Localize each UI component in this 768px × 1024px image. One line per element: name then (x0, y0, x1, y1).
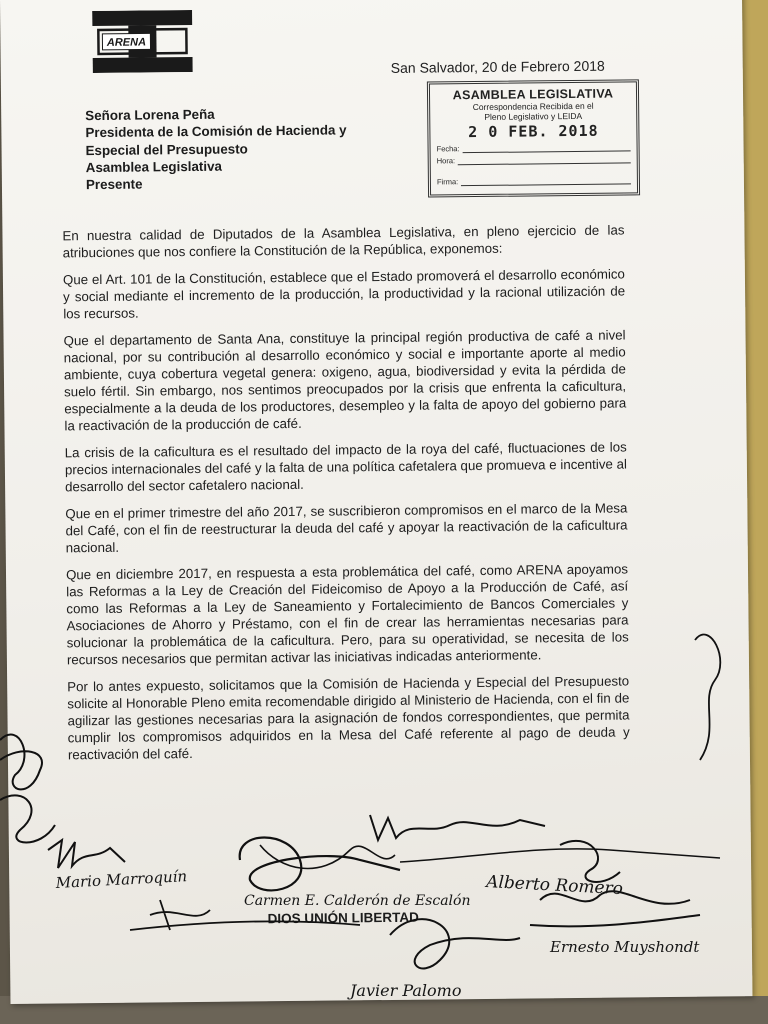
stamp-firma-row (437, 175, 631, 186)
stamp-hora-label: Hora: (436, 156, 456, 166)
paragraph: La crisis de la caficultura es el resultado del impacto de la roya del café, fluctuaciones de los precios internacionales del café y la falta de una política cafetalera que promueva e incentive al desarrollo del sector cafetalero nacional. (64, 439, 627, 495)
stamp-title: ASAMBLEA LEGISLATIVA (452, 86, 614, 103)
date-line: San Salvador, 20 de Febrero 2018 (390, 57, 605, 76)
stamp-subtitle-2: Pleno Legislativo y LEIDA (484, 110, 583, 122)
stamp-firma-label: Firma: (436, 177, 459, 187)
addressee-block (85, 104, 347, 193)
addressee-line: Presente (85, 176, 143, 193)
stamp-subtitle-1: Correspondencia Recibida en el (472, 100, 594, 113)
addressee-line: Señora Lorena Peña (85, 106, 215, 124)
signature-name: Javier Palomo (350, 981, 462, 1000)
addressee-line: Presidenta de la Comisión de Hacienda y (85, 122, 347, 141)
signature-name: Alberto Romero (485, 872, 624, 900)
stamp-date: 2 0 FEB. 2018 (468, 121, 599, 142)
paragraph: Que en diciembre 2017, en respuesta a esta problemática del café, como ARENA apoyamos las Reformas a la Ley de Creación del Fideicomiso de Apoyo a la Producción de Café, así como las Reformas a la Ley de Saneamiento y Fortalecimiento de Bancos Comerciales y Asociaciones de Ahorro y Préstamo, con el fin de crear las herramientas necesarias para solucionar la problemática de la caficultura. Pero, para su operatividad, se necesita de los recursos necesarios que permitan activar las iniciativas indicadas anteriormente. (65, 561, 629, 668)
paragraph: Por lo antes expuesto, solicitamos que la Comisión de Hacienda y Especial del Presupuesto solicite al Honorable Pleno emita recomendable dirigido al Ministerio de Hacienda, con el fin de agilizar las gestiones necesarias para la asignación de fondos correspondientes, que permita cumplir los compromisos adquiridos en la Mesa del Café referente al pago de deuda y reactivación del café. (67, 673, 630, 763)
addressee-line: Asamblea Legislativa (85, 158, 223, 176)
stamp-fecha-label: Fecha: (436, 144, 460, 154)
addressee-line: Especial del Presupuesto (85, 141, 248, 158)
stamp-fecha-row (437, 142, 631, 153)
signature-name: Ernesto Muyshondt (550, 938, 700, 956)
stamp-hora-row (437, 154, 631, 165)
arena-logo-icon (92, 10, 193, 73)
paragraph: Que el Art. 101 de la Constitución, establece que el Estado promoverá el desarrollo económico y social mediante el incremento de la producción, la productividad y la racional utilización de los recursos. (62, 266, 626, 322)
paragraph: Que en el primer trimestre del año 2017, se suscribieron compromisos en el marco de la Mesa del Café, con el fin de reestructurar la deuda del café y apoyar la reactivación de la caficultura nacional. (65, 500, 628, 556)
letter-body (62, 221, 630, 773)
paragraph: Que el departamento de Santa Ana, constituye la principal región productiva de café a nivel nacional, por su contribución al desarrollo económico y social e importante aporte al medio ambiente, cuya cobertura vegetal genera: oxigeno, agua, biodiversidad y evita la pérdida de suelo fértil. Sin embargo, nos sentimos preocupados por la crisis que enfrenta la caficultura, especialmente a la deuda de los productores, desempleo y la falta de apoyo del gobierno para la reactivación de la producción de café. (63, 327, 627, 434)
signature-name: Mario Marroquín (55, 867, 188, 892)
logo-text: ARENA (106, 36, 147, 49)
signature-name: Carmen E. Calderón de Escalón (244, 893, 471, 909)
paragraph: En nuestra calidad de Diputados de la Asamblea Legislativa, en pleno ejercicio de las atribuciones que nos confiere la Constitución de la República, exponemos: (62, 222, 625, 261)
motto: DIOS UNIÓN LIBERTAD (267, 909, 419, 927)
reception-stamp (427, 79, 640, 197)
